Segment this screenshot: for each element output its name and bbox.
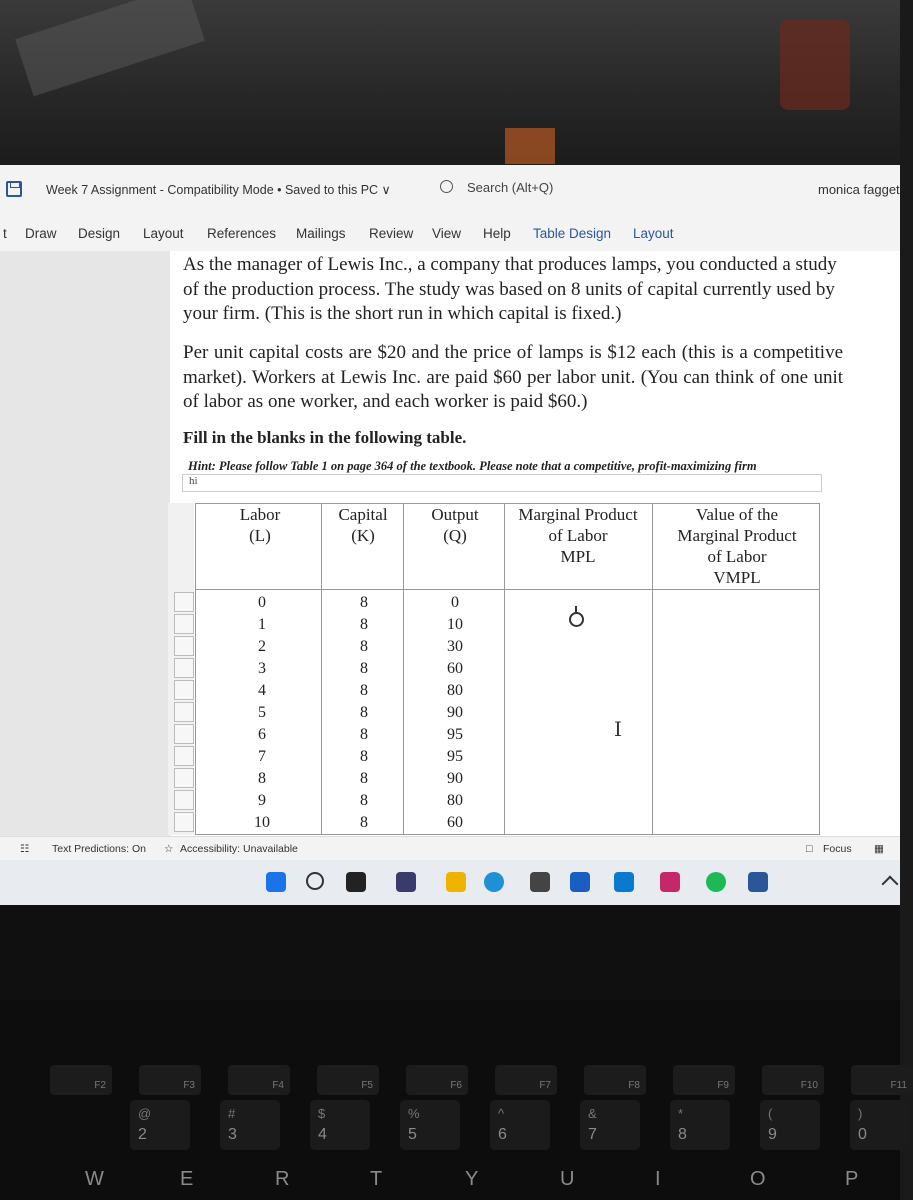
- function-key-label: F6: [450, 1080, 462, 1091]
- function-key[interactable]: [495, 1065, 557, 1095]
- ribbon-tabs: [0, 215, 900, 251]
- text-predictions-status[interactable]: Text Predictions: On: [52, 843, 146, 855]
- accessibility-icon: ☆: [164, 843, 174, 855]
- letter-key[interactable]: P: [845, 1168, 859, 1190]
- header-output[interactable]: [420, 504, 490, 546]
- key-symbol: @: [138, 1106, 152, 1121]
- header-vmpl[interactable]: [654, 504, 820, 588]
- status-bar: [0, 836, 900, 861]
- letter-key[interactable]: T: [370, 1168, 383, 1190]
- key-symbol: ^: [498, 1106, 505, 1121]
- row-selector[interactable]: [174, 702, 194, 722]
- header-mpl-text: Marginal Product of Labor MPL: [518, 505, 638, 566]
- labor-cell[interactable]: 3: [258, 660, 266, 677]
- function-key-label: F3: [183, 1080, 195, 1091]
- function-key[interactable]: [139, 1065, 201, 1095]
- accessibility-status[interactable]: Accessibility: Unavailable: [180, 843, 298, 855]
- table-column-divider: [403, 503, 404, 835]
- search-placeholder: Search (Alt+Q): [467, 180, 554, 195]
- output-cell[interactable]: 10: [447, 616, 463, 633]
- mpl-cell[interactable]: [550, 792, 610, 812]
- key-digit: 2: [138, 1126, 147, 1143]
- output-cell[interactable]: 90: [447, 704, 463, 721]
- row-selector[interactable]: [174, 746, 194, 766]
- tab-draw[interactable]: Draw: [25, 226, 57, 241]
- function-key[interactable]: [584, 1065, 646, 1095]
- tab-view[interactable]: View: [432, 226, 462, 241]
- number-key[interactable]: [670, 1100, 730, 1150]
- tab-table-design[interactable]: Table Design: [533, 226, 612, 241]
- vmpl-cell[interactable]: [712, 726, 772, 746]
- row-selector[interactable]: [174, 658, 194, 678]
- output-cell[interactable]: 0: [451, 594, 459, 611]
- labor-cell[interactable]: 10: [254, 814, 270, 831]
- row-selector[interactable]: [174, 768, 194, 788]
- output-cell[interactable]: 90: [447, 770, 463, 787]
- output-cell[interactable]: 95: [447, 726, 463, 743]
- capital-cell[interactable]: 8: [360, 594, 368, 611]
- letter-key[interactable]: W: [85, 1168, 104, 1190]
- tab-references[interactable]: References: [207, 226, 277, 241]
- vmpl-cell[interactable]: [712, 704, 772, 724]
- output-cell[interactable]: 60: [447, 660, 463, 677]
- task-view-icon[interactable]: [346, 872, 366, 892]
- proofing-icon[interactable]: ☷: [20, 843, 30, 855]
- header-capital[interactable]: [325, 504, 401, 546]
- key-digit: 3: [228, 1126, 237, 1143]
- edge-icon[interactable]: [484, 872, 504, 892]
- header-vmpl-text: Value of the Marginal Product of Labor VMPL: [677, 505, 797, 587]
- number-key[interactable]: [220, 1100, 280, 1150]
- mcafee-icon[interactable]: [660, 872, 680, 892]
- table-header-divider: [196, 589, 820, 590]
- table-column-divider: [652, 503, 653, 835]
- number-key[interactable]: [580, 1100, 640, 1150]
- background-object: [15, 0, 205, 96]
- function-key-label: F11: [890, 1080, 907, 1091]
- function-key[interactable]: [406, 1065, 468, 1095]
- row-selector[interactable]: [174, 724, 194, 744]
- file-explorer-icon[interactable]: [446, 872, 466, 892]
- capital-cell[interactable]: 8: [360, 660, 368, 677]
- row-selector[interactable]: [174, 592, 194, 612]
- letter-key[interactable]: R: [275, 1168, 290, 1190]
- letter-key[interactable]: I: [655, 1168, 661, 1190]
- output-cell[interactable]: 60: [447, 814, 463, 831]
- key-digit: 8: [678, 1126, 687, 1143]
- labor-cell[interactable]: 5: [258, 704, 266, 721]
- capital-cell[interactable]: 8: [360, 704, 368, 721]
- mpl-cell[interactable]: [550, 770, 610, 790]
- number-key[interactable]: [850, 1100, 910, 1150]
- header-capital-text: Capital (K): [338, 505, 388, 545]
- header-labor-text: Labor (L): [239, 505, 281, 545]
- key-digit: 0: [858, 1126, 867, 1143]
- function-key-label: F9: [717, 1080, 729, 1091]
- number-key[interactable]: [400, 1100, 460, 1150]
- vmpl-cell[interactable]: [712, 682, 772, 702]
- tab-table-layout[interactable]: Layout: [633, 226, 674, 241]
- lenovo-icon[interactable]: [570, 872, 590, 892]
- capital-cell[interactable]: 8: [360, 814, 368, 831]
- row-selector[interactable]: [174, 790, 194, 810]
- row-selector[interactable]: [174, 812, 194, 832]
- table-column-divider: [321, 503, 322, 835]
- vmpl-cell[interactable]: [712, 638, 772, 658]
- key-symbol: (: [768, 1106, 773, 1121]
- key-digit: 5: [408, 1126, 417, 1143]
- instruction-text[interactable]: Fill in the blanks in the following table.: [183, 428, 467, 447]
- background-object: [350, 0, 550, 40]
- letter-key[interactable]: O: [750, 1168, 766, 1190]
- background-photo-frame: [780, 20, 850, 110]
- row-selector[interactable]: [174, 636, 194, 656]
- hint-input-line[interactable]: hi: [182, 474, 822, 492]
- labor-cell[interactable]: 4: [258, 682, 266, 699]
- tab-mailings[interactable]: Mailings: [296, 226, 346, 241]
- question-paragraph-1[interactable]: As the manager of Lewis Inc., a company that produces lamps, you conducted a study of the production process. The study was based on 8 units of capital currently used by your firm. (This is the short run in which capital is fixed.): [183, 254, 837, 324]
- capital-cell[interactable]: 8: [360, 726, 368, 743]
- vmpl-cell[interactable]: [712, 660, 772, 680]
- mpl-cell[interactable]: [550, 682, 610, 702]
- capital-cell[interactable]: 8: [360, 682, 368, 699]
- row-selector[interactable]: [174, 680, 194, 700]
- output-cell[interactable]: 80: [447, 792, 463, 809]
- hint-text[interactable]: Hint: Please follow Table 1 on page 364 of the textbook. Please note that a competitive, profit-maximizing firm: [188, 459, 757, 473]
- key-symbol: *: [678, 1106, 684, 1121]
- output-cell[interactable]: 30: [447, 638, 463, 655]
- capital-cell[interactable]: 8: [360, 748, 368, 765]
- vmpl-cell[interactable]: [712, 792, 772, 812]
- key-symbol: %: [408, 1106, 420, 1121]
- mpl-cell[interactable]: [550, 594, 610, 614]
- labor-cell[interactable]: 0: [258, 594, 266, 611]
- taskbar: [0, 860, 900, 905]
- app-icon[interactable]: [614, 872, 634, 892]
- row-selector[interactable]: [174, 614, 194, 634]
- tab-layout[interactable]: Layout: [143, 226, 184, 241]
- mpl-cell[interactable]: [550, 814, 610, 834]
- key-digit: 7: [588, 1126, 597, 1143]
- key-symbol: #: [228, 1106, 236, 1121]
- chevron-up-icon[interactable]: [882, 876, 899, 893]
- output-cell[interactable]: 95: [447, 748, 463, 765]
- function-key[interactable]: [673, 1065, 735, 1095]
- capital-cell[interactable]: 8: [360, 638, 368, 655]
- function-key-label: F7: [539, 1080, 551, 1091]
- function-key[interactable]: [228, 1065, 290, 1095]
- tab-help[interactable]: Help: [483, 226, 511, 241]
- search-icon: [440, 180, 453, 193]
- letter-key[interactable]: Y: [465, 1168, 479, 1190]
- number-key[interactable]: [130, 1100, 190, 1150]
- vmpl-cell[interactable]: [712, 770, 772, 790]
- function-key-label: F5: [361, 1080, 373, 1091]
- letter-key[interactable]: E: [180, 1168, 194, 1190]
- photo-background-top: [0, 0, 900, 165]
- vmpl-cell[interactable]: [712, 594, 772, 614]
- spotify-icon[interactable]: [706, 872, 726, 892]
- mpl-cell[interactable]: [550, 660, 610, 680]
- focus-icon[interactable]: □: [806, 843, 813, 855]
- function-key-label: F2: [94, 1080, 106, 1091]
- vmpl-cell[interactable]: [712, 748, 772, 768]
- search-icon[interactable]: [306, 872, 324, 890]
- function-key-label: F10: [800, 1080, 818, 1091]
- key-digit: 4: [318, 1126, 327, 1143]
- mpl-cell[interactable]: [550, 726, 610, 746]
- output-cell[interactable]: 80: [447, 682, 463, 699]
- function-key[interactable]: [50, 1065, 112, 1095]
- function-key-label: F4: [272, 1080, 284, 1091]
- function-key[interactable]: [317, 1065, 379, 1095]
- key-symbol: $: [318, 1106, 326, 1121]
- key-digit: 9: [768, 1126, 777, 1143]
- function-key[interactable]: [762, 1065, 824, 1095]
- focus-button[interactable]: Focus: [823, 843, 852, 855]
- labor-cell[interactable]: 7: [258, 748, 266, 765]
- mpl-cell[interactable]: [550, 638, 610, 658]
- tab-review[interactable]: Review: [369, 226, 414, 241]
- background-object: [505, 128, 555, 164]
- laptop-bezel: [0, 905, 900, 1000]
- tab-design[interactable]: Design: [78, 226, 121, 241]
- header-output-text: Output (Q): [431, 505, 479, 545]
- read-mode-icon[interactable]: ▦: [874, 843, 884, 855]
- key-symbol: ): [858, 1106, 863, 1121]
- labor-cell[interactable]: 9: [258, 792, 266, 809]
- mpl-cell[interactable]: [550, 704, 610, 724]
- key-digit: 6: [498, 1126, 507, 1143]
- labor-cell[interactable]: 2: [258, 638, 266, 655]
- save-icon[interactable]: [6, 181, 22, 197]
- document-title[interactable]: Week 7 Assignment - Compatibility Mode • Saved to this PC ∨: [46, 183, 391, 197]
- user-name[interactable]: monica fagget: [818, 182, 900, 197]
- key-symbol: &: [588, 1106, 597, 1121]
- vmpl-cell[interactable]: [712, 616, 772, 636]
- title-bar: [0, 165, 900, 216]
- windows-start-icon[interactable]: [266, 872, 286, 892]
- mouse-cursor-icon: [569, 612, 584, 627]
- labor-cell[interactable]: 8: [258, 770, 266, 787]
- teams-icon[interactable]: [396, 872, 416, 892]
- number-key[interactable]: [310, 1100, 370, 1150]
- capital-cell[interactable]: 8: [360, 770, 368, 787]
- mpl-cell[interactable]: [550, 748, 610, 768]
- text-cursor-icon: I: [614, 717, 622, 741]
- function-key-label: F8: [628, 1080, 640, 1091]
- store-icon[interactable]: [530, 872, 550, 892]
- number-key[interactable]: [490, 1100, 550, 1150]
- letter-key[interactable]: U: [560, 1168, 575, 1190]
- vmpl-cell[interactable]: [712, 814, 772, 834]
- header-labor[interactable]: [228, 504, 292, 546]
- search-box[interactable]: [440, 179, 553, 195]
- function-key[interactable]: [851, 1065, 913, 1095]
- labor-cell[interactable]: 1: [258, 616, 266, 633]
- capital-cell[interactable]: 8: [360, 616, 368, 633]
- question-paragraph-2[interactable]: Per unit capital costs are $20 and the price of lamps is $12 each (this is a competitive market). Workers at Lewis Inc. are paid $60 per labor unit. (You can think of one unit of labor as one worker, and each worker is paid $60.): [183, 342, 843, 412]
- tab-file-partial[interactable]: t: [3, 226, 7, 241]
- header-mpl[interactable]: [505, 504, 651, 567]
- capital-cell[interactable]: 8: [360, 792, 368, 809]
- number-key[interactable]: [760, 1100, 820, 1150]
- word-icon[interactable]: [748, 872, 768, 892]
- labor-cell[interactable]: 6: [258, 726, 266, 743]
